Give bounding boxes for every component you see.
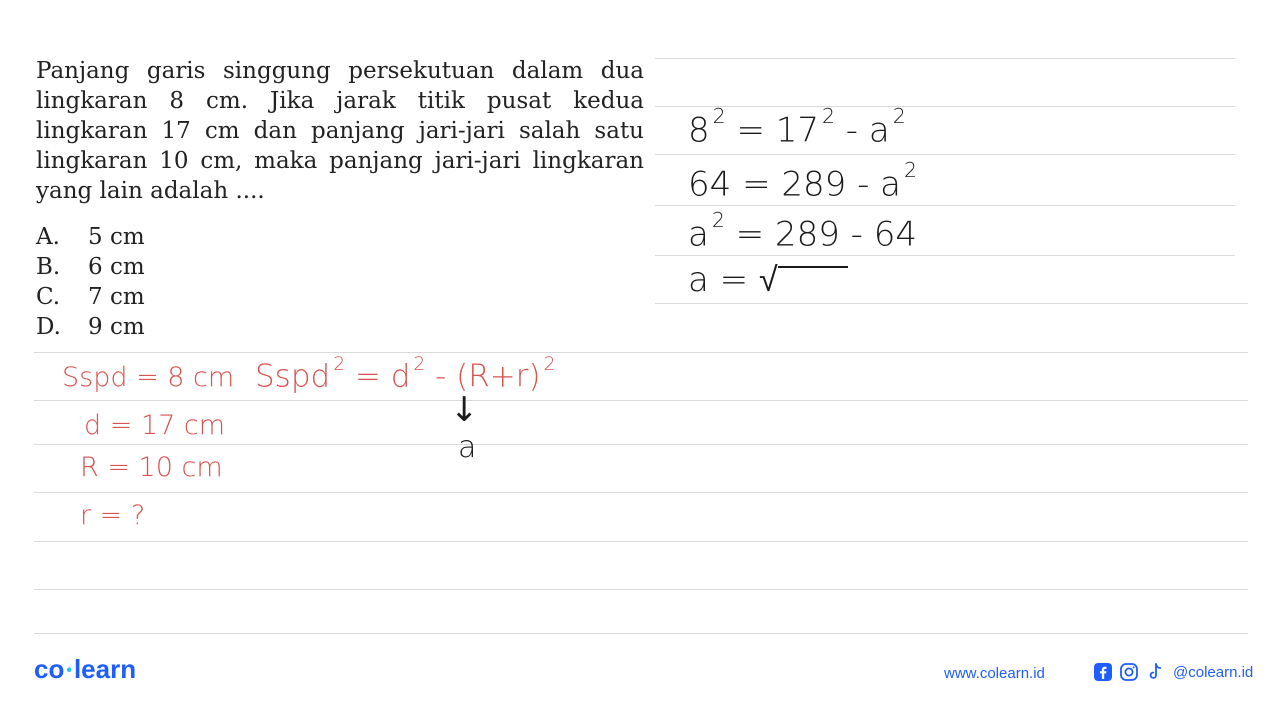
rule-line (655, 255, 1235, 256)
option-letter: A. (36, 224, 60, 250)
given-r: r = ? (80, 500, 146, 531)
colearn-logo (34, 654, 136, 685)
option-letter: B. (36, 254, 61, 280)
work-exponent: 2 (822, 104, 835, 128)
given-d: d = 17 cm (84, 410, 226, 441)
option-a (36, 222, 145, 252)
arrow-label: a (458, 430, 477, 465)
rule-line (34, 633, 1248, 634)
answer-options (36, 222, 145, 342)
work-line-3 (688, 208, 917, 254)
option-text: 6 cm (88, 254, 145, 280)
formula (255, 354, 555, 395)
option-b (36, 252, 145, 282)
option-c (36, 282, 145, 312)
work-exponent: 2 (711, 208, 725, 232)
logo-part: co (34, 654, 65, 684)
question-text: Panjang garis singgung persekutuan dalam dua lingkaran 8 cm. Jika jarak titik pusat kedua lingkaran 17 cm dan panjang jari-jari salah satu lingkaran 10 cm, maka panjang jari-jari lingkaran yang lain adalah .... (36, 58, 644, 204)
rule-line (34, 352, 1248, 353)
work-exponent: 2 (712, 104, 726, 128)
option-letter: D. (36, 314, 61, 340)
option-text: 9 cm (88, 314, 145, 340)
work-term: = 289 - 64 (735, 214, 917, 255)
rule-line (34, 400, 1248, 401)
option-letter: C. (36, 284, 61, 310)
instagram-icon[interactable] (1119, 662, 1139, 682)
work-term: - a (845, 110, 890, 151)
formula-term: - (R+r) (435, 358, 541, 395)
work-term: 8 (688, 110, 710, 151)
formula-exponent: 2 (333, 354, 346, 375)
work-term: a = √ (688, 260, 778, 300)
rule-line (655, 154, 1235, 155)
work-term: 64 = 289 - a (688, 164, 901, 205)
work-line-2 (688, 158, 917, 204)
social-handle[interactable]: @colearn.id (1173, 663, 1254, 681)
rule-line (34, 492, 1248, 493)
down-arrow-icon: ↓ (450, 390, 479, 430)
formula-exponent: 2 (413, 354, 426, 375)
logo-dot: • (66, 662, 72, 680)
option-text: 7 cm (88, 284, 145, 310)
rule-line (655, 303, 1248, 304)
option-text: 5 cm (88, 224, 145, 250)
rule-line (34, 541, 1248, 542)
tiktok-icon[interactable] (1145, 662, 1165, 682)
given-R: R = 10 cm (80, 452, 223, 483)
logo-part: learn (73, 654, 137, 684)
formula-term: = d (354, 358, 411, 395)
facebook-icon[interactable] (1093, 662, 1113, 682)
option-d (36, 312, 145, 342)
rule-line (34, 589, 1248, 590)
work-term: = 17 (736, 110, 819, 151)
work-line-1 (688, 104, 906, 150)
formula-term: Sspd (255, 358, 331, 395)
rule-line (655, 58, 1235, 59)
work-line-4 (688, 260, 848, 300)
website-link[interactable]: www.colearn.id (944, 665, 1045, 682)
formula-exponent: 2 (543, 354, 556, 375)
work-term: a (688, 214, 709, 255)
given-sspd: Sspd = 8 cm (62, 362, 235, 393)
social-links (1093, 662, 1253, 682)
rule-line (34, 444, 1248, 445)
work-exponent: 2 (892, 104, 906, 128)
work-exponent: 2 (903, 158, 917, 182)
sqrt-overline (778, 266, 848, 268)
rule-line (655, 205, 1235, 206)
